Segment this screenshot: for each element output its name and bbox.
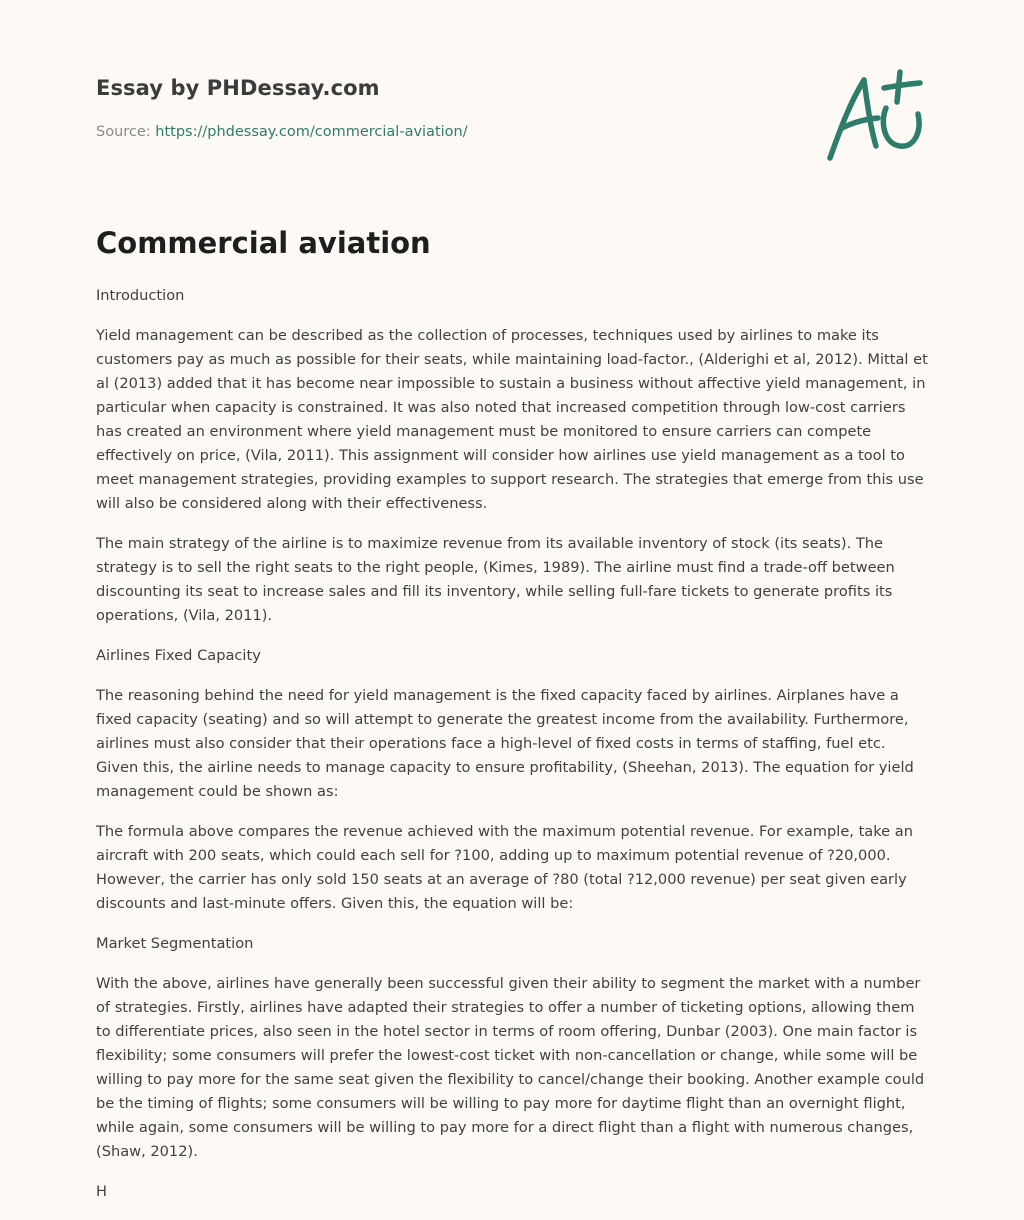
article-body — [96, 284, 932, 1220]
brand-title: Essay by PHDessay.com — [96, 76, 380, 100]
section-heading-market-segmentation: Market Segmentation — [96, 935, 254, 952]
section-heading-introduction: Introduction — [96, 287, 185, 304]
truncated-heading: H — [96, 1183, 107, 1200]
source-label: Source: — [96, 124, 156, 140]
paragraph: Yield management can be described as the collection of processes, techniques used by airlines to make its customers pay as much as possible for their seats, while maintaining load-factor., (Alderighi et al, 2012). Mittal et al (2013) added that it has become near impossible to sustain a business without affective yield management, in particular when capacity is constrained. It was also noted that increased competition through low-cost carriers has created an environment where yield management must be monitored to ensure carriers can compete effectively on price, (Vila, 2011). This assignment will consider how airlines use yield management as a tool to meet management strategies, providing examples to support research. The strategies that emerge from this use will also be considered along with their effectiveness. — [96, 327, 928, 512]
page-title: Commercial aviation — [96, 226, 431, 260]
paragraph: With the above, airlines have generally been successful given their ability to segment the market with a number of strategies. Firstly, airlines have adapted their strategies to offer a number of ticketing options, allowing them to differentiate prices, also seen in the hotel sector in terms of room offering, Dunbar (2003). One main factor is flexibility; some consumers will prefer the lowest-cost ticket with non-cancellation or change, while some will be willing to pay more for the same seat given the flexibility to cancel/change their booking. Another example could be the timing of flights; some consumers will be willing to pay more for daytime flight than an overnight flight, while again, some consumers will be willing to pay more for a direct flight than a flight with numerous changes, (Shaw, 2012). — [96, 975, 925, 1160]
section-heading-fixed-capacity: Airlines Fixed Capacity — [96, 647, 261, 664]
a-plus-grade-logo-icon — [820, 66, 930, 166]
paragraph: The main strategy of the airline is to maximize revenue from its available inventory of stock (its seats). The strategy is to sell the right seats to the right people, (Kimes, 1989). The airline must find a trade-off between discounting its seat to increase sales and fill its inventory, while selling full-fare tickets to generate profits its operations, (Vila, 2011). — [96, 535, 895, 624]
source-line — [96, 124, 468, 140]
paragraph: The formula above compares the revenue achieved with the maximum potential revenue. For example, take an aircraft with 200 seats, which could each sell for ?100, adding up to maximum potential revenue of ?20,000. However, the carrier has only sold 150 seats at an average of ?80 (total ?12,000 revenue) per seat given early discounts and last-minute offers. Given this, the equation will be: — [96, 823, 913, 912]
paragraph: The reasoning behind the need for yield management is the fixed capacity faced by airlines. Airplanes have a fixed capacity (seating) and so will attempt to generate the greatest income from the availability. Furthermore, airlines must also consider that their operations face a high-level of fixed costs in terms of staffing, fuel etc. Given this, the airline needs to manage capacity to ensure profitability, (Sheehan, 2013). The equation for yield management could be shown as: — [96, 687, 914, 800]
source-link[interactable]: https://phdessay.com/commercial-aviation/ — [155, 124, 468, 140]
